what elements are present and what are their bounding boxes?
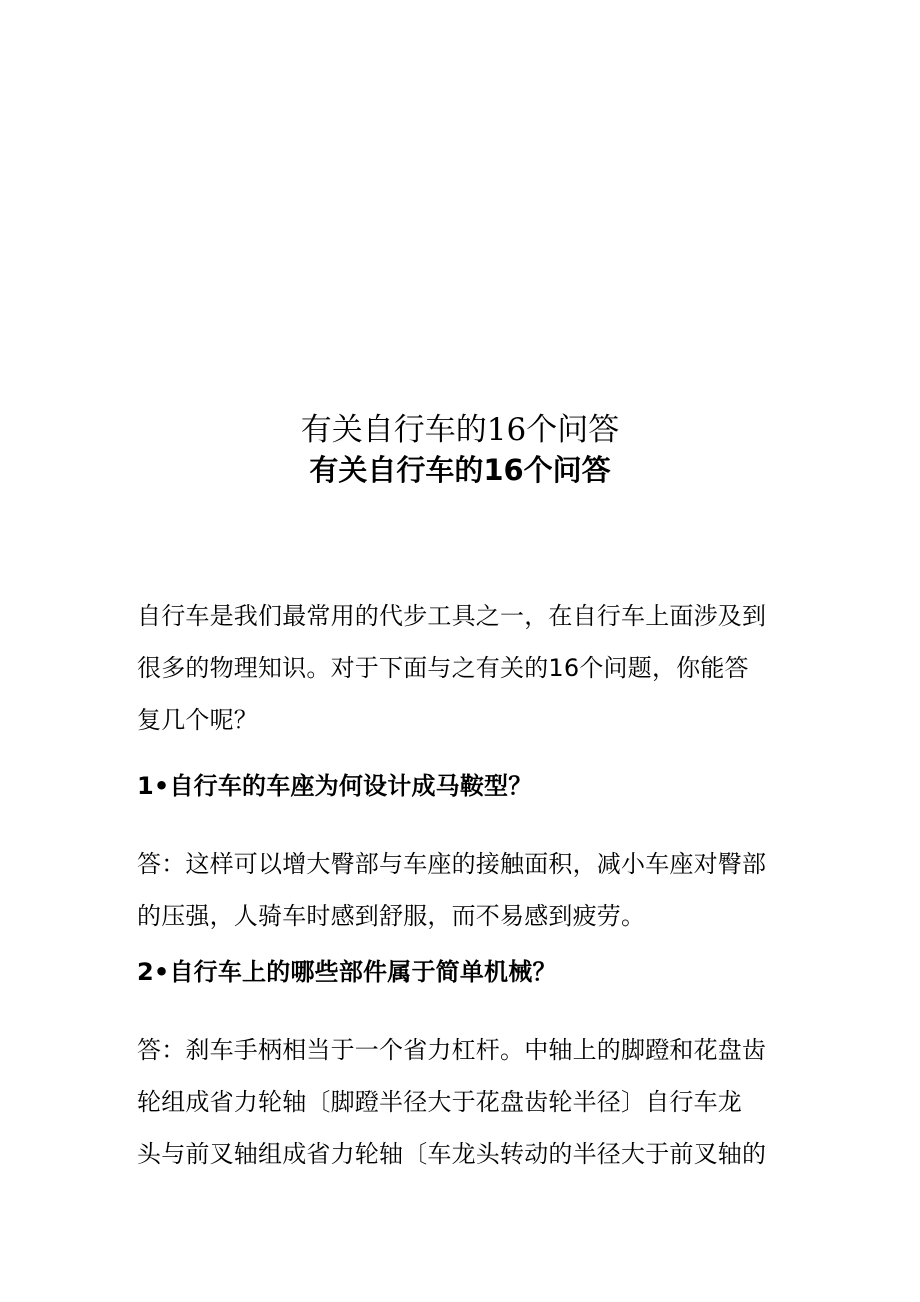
document-body xyxy=(137,590,777,1180)
answer-1-line: 答：这样可以增大臀部与车座的接触面积，减小车座对臀部 xyxy=(137,850,767,878)
answer-1-line: 的压强，人骑车时感到舒服，而不易感到疲劳。 xyxy=(137,902,646,930)
intro-line: 自行车是我们最常用的代步工具之一，在自行车上面涉及到 xyxy=(137,602,767,630)
intro-line: 很多的物理知识。对于下面与之有关的16个问题，你能答 xyxy=(137,654,749,682)
question-1: 1•自行车的车座为何设计成马鞍型？ xyxy=(137,772,533,800)
intro-line: 复几个呢？ xyxy=(137,706,258,734)
question-2: 2•自行车上的哪些部件属于简单机械？ xyxy=(137,958,557,986)
document-title-bold: 有关自行车的16个问答 xyxy=(309,453,611,487)
answer-2-line: 答：刹车手柄相当于一个省力杠杆。中轴上的脚蹬和花盘齿 xyxy=(137,1036,767,1064)
document-title: 有关自行车的16个问答 xyxy=(300,412,620,448)
answer-2-line: 头与前叉轴组成省力轮轴〔车龙头转动的半径大于前叉轴的 xyxy=(137,1140,767,1168)
answer-2-line: 轮组成省力轮轴〔脚蹬半径大于花盘齿轮半径〕自行车龙 xyxy=(137,1088,742,1116)
